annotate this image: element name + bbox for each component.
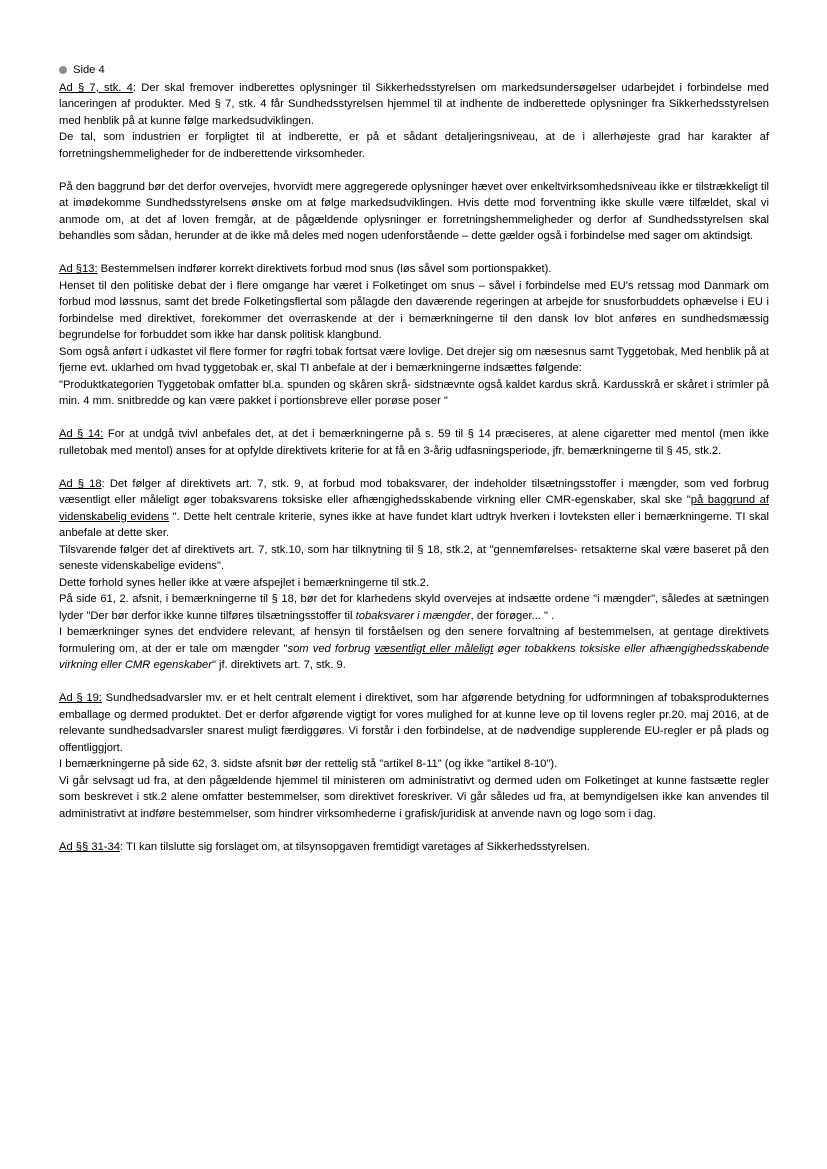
section-31-34-paragraph-1: Ad §§ 31-34: TI kan tilslutte sig forslaget om, at tilsynsopgaven fremtidigt varetages af Sikkerhedsstyrelsen.: [59, 840, 590, 853]
scientific-evidence-phrase: på baggrund af videnskabelig evidens: [59, 494, 769, 523]
section-19-ref: Ad § 19:: [59, 692, 102, 704]
page-number-label: Side 4: [73, 64, 105, 76]
section-7-paragraph-1: Ad § 7, stk. 4: Der skal fremover indberettes oplysninger til Sikkerhedsstyrelsen om markedsundersøgelser udarbejdet i forbindelse med lanceringen af produkter. Med § 7, stk. 4 får Sundhedsstyrelsen hjemmel til at indhente de indberettede oplysninger fra Sikkerhedsstyrelsen med henblik på at kunne følge markedsudviklingen.: [59, 81, 770, 127]
page-header: [59, 62, 769, 79]
section-7-paragraph-2: De tal, som industrien er forpligtet til at indberette, er på et sådant detaljeringsniveau, at de i allerhøjeste grad har karakter af forretningshemmeligheder for de indberettende virksomheder.: [59, 131, 769, 160]
section-13-paragraph-1: Ad §13: Bestemmelsen indfører korrekt direktivets forbud mod snus (løs såvel som portionspakket).: [59, 263, 552, 275]
section-18-paragraph-5: I bemærkninger synes det endvidere relevant, af hensyn til forståelsen og den senere forvaltning af bestemmelsen, at gentage direktivets formulering om, at der er tale om mængder "som ved forbrug væsentligt eller måleligt øger tobakkens toksiske eller afhængighedsskabende virkning eller CMR egenskaber" jf. direktivets art. 7, stk. 9.: [59, 626, 770, 671]
section-19-paragraph-2: I bemærkningerne på side 62, 3. sidste afsnit bør der rettelig stå "artikel 8-11" (og ikke "artikel 8-10").: [59, 758, 558, 770]
section-7-ref: Ad § 7, stk. 4: [59, 81, 133, 94]
section-13-paragraph-3: Som også anført i udkastet vil flere former for røgfri tobak fortsat være lovlige. Det drejer sig om næsesnus samt Tyggetobak, Med henblik på at fjerne evt. uklarhed om hvad tyggetobak er, skal TI anbefale at der i bemærkningerne indsættes følgende:: [59, 345, 769, 374]
document-page: [59, 62, 769, 855]
section-13-ref: Ad §13:: [59, 263, 98, 275]
section-18-paragraph-1: Ad § 18: Det følger af direktivets art. 7, stk. 9, at forbud mod tobaksvarer, der indeholder tilsætningsstoffer i mængder, som ved forbrug væsentligt eller måleligt øger tobaksvarens toksiske eller afhængighedsskabende virkning eller CMR-egenskaber, skal ske "på baggrund af videnskabelig evidens ". Dette helt centrale kriterie, synes ikke at have fundet klart udtryk hverken i lovteksten eller i bemærkningerne. TI skal anbefale at dette sker.: [59, 477, 770, 539]
section-19-paragraph-3: Vi går selvsagt ud fra, at den pågældende hjemmel til ministeren om administrativt og dermed uden om Folketinget at kunne fastsætte regler som beskrevet i stk.2 alene omfatter bestemmelser, som direktivet foreskriver. Vi går således ud fra, at bemyndigelsen ikke kan anvendes til administrativt at indføre bestemmelser, som hindrer virksomhederne i grafisk/juridisk at anvende navn og logo som i dag.: [59, 774, 769, 820]
section-14-paragraph-1: Ad § 14: For at undgå tvivl anbefales det, at det i bemærkningerne på s. 59 til § 14 præciseres, at alene cigaretter med mentol (men ikke rulletobak med mentol) anses for at opfylde direktivets kriterie for at få en 3-årig udfasningsperiode, jfr. bemærkningerne til § 45, stk.2.: [59, 428, 769, 457]
bullet-icon: [59, 66, 67, 74]
section-14-ref: Ad § 14:: [59, 428, 104, 440]
section-7-paragraph-3: På den baggrund bør det derfor overvejes, hvorvidt mere aggregerede oplysninger hævet over enkeltvirksomhedsniveau ikke er tilstrækkeligt til at imødekomme Sundhedsstyrelsens ønske om at følge markedsudviklingen. Hvis dette mod forventning ikke skulle være tilfældet, skal vi anmode om, at det af loven fremgår, at de pågældende oplysninger er forretningshemmeligheder og derfor af Sundhedsstyrelsen skal behandles som sådan, herunder at de ikke må deles med nogen udenforstående – dette gælder også i forbindelse med sager om aktindsigt.: [59, 180, 769, 242]
section-18-paragraph-3: Dette forhold synes heller ikke at være afspejlet i bemærkningerne til stk.2.: [59, 576, 429, 589]
section-13-paragraph-2: Henset til den politiske debat der i flere omgange har været i Folketinget om snus – såvel i forbindelse med EU's retssag mod Danmark om forbud mod løssnus, samt det brede Folketingsflertal som pålagde den daværende regeringen at arbejde for snusforbuddets ophævelse i EU i forbindelse med direktivet, forekommer det overraskende at der i bemærkningerne til den dansk lov blot anføres en sundhedsmæssig begrundelse for forbuddet som ikke har dansk politisk klangbund.: [59, 279, 769, 341]
section-18-paragraph-4: På side 61, 2. afsnit, i bemærkningerne til § 18, bør det for klarhedens skyld overvejes at indsætte ordene "i mængder", således at sætningen lyder "Der bør derfor ikke kunne tilføres tilsætningsstoffer til tobaksvarer i mængder, der forøger... " .: [59, 593, 769, 622]
section-19-paragraph-1: Ad § 19: Sundhedsadvarsler mv. er et helt centralt element i direktivet, som har afgørende betydning for udformningen af tobaksprodukternes emballage og dermed produktet. Det er derfor afgørende vigtigt for vores mulighed for at kunne leve op til lovens regler pr.20. maj 2016, at de relevante sundhedsadvarsler snarest muligt færdiggøres. Vi forstår i den forbindelse, at de nødvendige supplerende EU-regler er på plads og offentliggjort.: [59, 692, 769, 754]
section-13-quote: "Produktkategorien Tyggetobak omfatter bl.a. spunden og skåren skrå- sidstnævnte også kaldet kardus skrå. Kardusskrå er skåret i strimler på min. 4 mm. snitbredde og kan være pakket i portionsbreve eller porøse poser ": [59, 378, 769, 407]
section-18-paragraph-2: Tilsvarende følger det af direktivets art. 7, stk.10, som har tilknytning til § 18, stk.2, at "gennemførelses- retsakterne skal være baseret på den seneste videnskabelige evidens".: [59, 543, 769, 572]
section-18-ref: Ad § 18: [59, 477, 102, 490]
section-31-34-ref: Ad §§ 31-34: [59, 840, 120, 853]
